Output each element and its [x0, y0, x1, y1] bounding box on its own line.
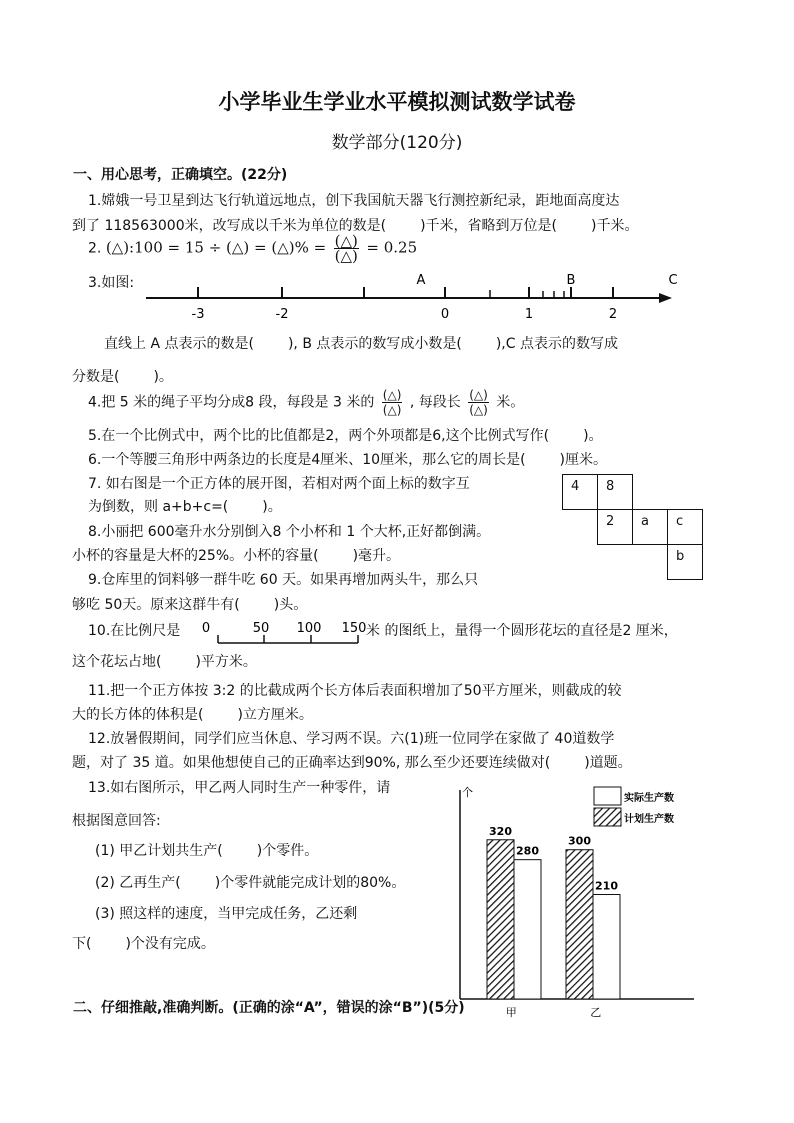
- bar-value-label: 210: [595, 879, 618, 893]
- q1-line2: 到了 118563000米，改写成以千米为单位的数是( )千米，省略到万位是( )千米。: [72, 218, 639, 234]
- q13-sub1: (1) 甲乙计划共生产( )个零件。: [95, 843, 319, 859]
- tick-label: 2: [608, 307, 618, 322]
- tick-label: -3: [191, 307, 205, 322]
- q10-prefix: 10.在比例尺是: [88, 623, 181, 639]
- bar-planned: [487, 840, 514, 999]
- bar-value-label: 280: [516, 844, 539, 858]
- q13-sub2: (2) 乙再生产( )个零件就能完成计划的80%。: [95, 875, 406, 891]
- scale-bar: [198, 617, 366, 647]
- bar-value-label: 320: [489, 824, 512, 838]
- net-face: 8: [597, 474, 633, 510]
- legend-swatch-actual: [594, 787, 621, 805]
- net-face: 2: [597, 509, 633, 545]
- net-face: c: [667, 509, 703, 545]
- net-face: b: [667, 544, 703, 580]
- scale-label: 100: [296, 621, 322, 636]
- net-face: a: [632, 509, 668, 545]
- tick-label: 1: [524, 307, 534, 322]
- q3-line2: 分数是( )。: [72, 369, 173, 385]
- bar-actual: [514, 860, 541, 999]
- q10-line2: 这个花坛占地( )平方米。: [72, 654, 257, 670]
- cube-net: [562, 474, 702, 586]
- y-axis-label: 个: [462, 786, 473, 799]
- net-face: 4: [562, 474, 598, 510]
- bar-actual: [593, 895, 620, 1000]
- q12-line2: 题，对了 35 道。如果他想使自己的正确率达到90%, 那么至少还要连续做对( )道题。: [72, 755, 632, 771]
- legend-swatch-planned: [594, 808, 621, 826]
- section1-heading: 一、用心思考，正确填空。(22分): [73, 167, 288, 183]
- tick-label: 0: [440, 307, 450, 322]
- q1-line1: 1.嫦娥一号卫星到达飞行轨道远地点，创下我国航天器飞行测控新纪录，距地面高度达: [88, 193, 620, 209]
- q8-line2: 小杯的容量是大杯的25%。小杯的容量( )毫升。: [72, 548, 401, 564]
- q3-label: 3.如图:: [88, 275, 135, 291]
- q10-suffix: 米 的图纸上，量得一个圆形花坛的直径是2 厘米，: [366, 623, 678, 639]
- q13-line1: 13.如右图所示，甲乙两人同时生产一种零件，请: [88, 780, 391, 796]
- scale-label: 0: [201, 621, 211, 636]
- legend-label: 实际生产数: [624, 793, 674, 804]
- q13-sub3: (3) 照这样的速度，当甲完成任务，乙还剩: [95, 906, 358, 922]
- scale-label: 50: [252, 621, 270, 636]
- q3-line1: 直线上 A 点表示的数是( ), B 点表示的数写成小数是( ),C 点表示的数写成: [104, 336, 618, 352]
- q9-line2: 够吃 50天。原来这群牛有( )头。: [72, 597, 308, 613]
- page-subtitle: 数学部分(120分): [331, 133, 463, 153]
- section2-heading: 二、仔细推敲,准确判断。(正确的涂“A”，错误的涂“B”)(5分): [73, 1000, 465, 1016]
- production-bar-chart: [446, 780, 702, 1020]
- q4-line: 4.把 5 米的绳子平均分成8 段，每段是 3 米的 $\frac{(\triangle)}{(\triangle)}$ , 每段长 $\frac{(\triangle)}{(\triangle)}$ 米。: [88, 388, 525, 417]
- q6-line: 6.一个等腰三角形中两条边的长度是4厘米、10厘米，那么它的周长是( )厘米。: [88, 452, 608, 468]
- q11-line1: 11.把一个正方体按 3:2 的比截成两个长方体后表面积增加了50平方厘米，则截成的较: [88, 683, 622, 699]
- bar-planned: [566, 850, 593, 999]
- q13-line2: 根据图意回答:: [72, 813, 161, 829]
- number-line: [140, 268, 680, 324]
- q7-line2: 为倒数，则 a+b+c=( )。: [88, 499, 282, 515]
- q8-line1: 8.小丽把 600毫升水分别倒入8 个小杯和 1 个大杯,正好都倒满。: [88, 524, 491, 540]
- q5-line: 5.在一个比例式中，两个比的比值都是2，两个外项都是6,这个比例式写作( )。: [88, 428, 603, 444]
- tick-label: -2: [275, 307, 289, 322]
- point-c-label: C: [668, 273, 678, 288]
- q11-line2: 大的长方体的体积是( )立方厘米。: [72, 707, 313, 723]
- legend-label: 计划生产数: [624, 814, 674, 825]
- q7-line1: 7. 如右图是一个正方体的展开图，若相对两个面上标的数字互: [88, 476, 470, 492]
- page-title: 小学毕业生学业水平模拟测试数学试卷: [218, 90, 576, 114]
- q2-formula: 2. (△):100 = 15 ÷ (△) = (△)% = $\frac{(\triangle)}{(\triangle)}$ = 0.25: [88, 232, 418, 265]
- q12-line1: 12.放暑假期间，同学们应当休息、学习两不误。六(1)班一位同学在家做了 40道数学: [88, 731, 615, 747]
- point-b-label: B: [566, 273, 576, 288]
- q9-line1: 9.仓库里的饲料够一群牛吃 60 天。如果再增加两头牛，那么只: [88, 572, 479, 588]
- q13-sub4: 下( )个没有完成。: [72, 936, 215, 952]
- bar-value-label: 300: [568, 834, 591, 848]
- scale-label: 150: [341, 621, 366, 636]
- category-label: 甲: [505, 1006, 517, 1019]
- point-a-label: A: [416, 273, 426, 288]
- category-label: 乙: [590, 1006, 602, 1019]
